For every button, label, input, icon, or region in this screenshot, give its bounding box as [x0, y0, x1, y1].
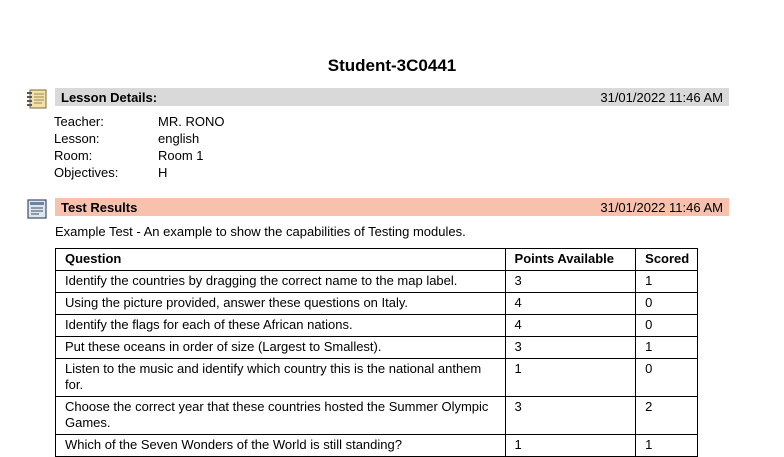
scored-cell: 2 [636, 397, 698, 435]
lesson-value: english [158, 131, 200, 146]
lesson-details-title: Lesson Details: [61, 89, 158, 105]
test-results-header [55, 198, 729, 216]
room-row [54, 147, 224, 164]
lesson-row [54, 130, 224, 147]
table-row [56, 293, 698, 315]
test-description: Example Test - An example to show the capabilities of Testing modules. [55, 224, 466, 239]
question-cell: Which of the Seven Wonders of the World is still standing? [56, 435, 506, 457]
scored-cell: 1 [636, 271, 698, 293]
table-row [56, 337, 698, 359]
lesson-datetime: 31/01/2022 11:46 AM [600, 89, 723, 105]
column-header-question: Question [56, 249, 506, 271]
results-datetime: 31/01/2022 11:46 AM [600, 199, 723, 215]
test-sheet-icon [26, 198, 48, 220]
scored-cell: 0 [636, 315, 698, 337]
table-row [56, 271, 698, 293]
table-row [56, 315, 698, 337]
question-cell: Identify the flags for each of these African nations. [56, 315, 506, 337]
table-row [56, 359, 698, 397]
objectives-row [54, 164, 224, 181]
table-header-row [56, 249, 698, 271]
question-cell: Choose the correct year that these countries hosted the Summer Olympic Games. [56, 397, 506, 435]
points-cell: 1 [505, 435, 636, 457]
room-value: Room 1 [158, 148, 204, 163]
teacher-row [54, 113, 224, 130]
table-row [56, 435, 698, 457]
points-cell: 3 [505, 337, 636, 359]
field-label: Lesson: [54, 131, 100, 146]
field-label: Teacher: [54, 114, 104, 129]
table-row [56, 397, 698, 435]
points-cell: 3 [505, 271, 636, 293]
question-cell: Identify the countries by dragging the correct name to the map label. [56, 271, 506, 293]
lesson-details-header [55, 88, 729, 106]
objectives-value: H [158, 165, 168, 180]
field-label: Room: [54, 148, 93, 163]
points-cell: 1 [505, 359, 636, 397]
page-title: Student-3C0441 [327, 56, 457, 75]
lesson-details [54, 113, 224, 181]
teacher-value: MR. RONO [158, 114, 225, 129]
scored-cell: 0 [636, 359, 698, 397]
column-header-points: Points Available [505, 249, 636, 271]
notebook-icon [26, 88, 48, 110]
points-cell: 4 [505, 293, 636, 315]
scored-cell: 0 [636, 293, 698, 315]
question-cell: Listen to the music and identify which country this is the national anthem for. [56, 359, 506, 397]
question-cell: Using the picture provided, answer these questions on Italy. [56, 293, 506, 315]
results-table [55, 248, 698, 457]
test-results-title: Test Results [61, 199, 138, 215]
scored-cell: 1 [636, 337, 698, 359]
field-label: Objectives: [54, 165, 119, 180]
points-cell: 4 [505, 315, 636, 337]
question-cell: Put these oceans in order of size (Largest to Smallest). [56, 337, 506, 359]
column-header-scored: Scored [636, 249, 698, 271]
scored-cell: 1 [636, 435, 698, 457]
points-cell: 3 [505, 397, 636, 435]
